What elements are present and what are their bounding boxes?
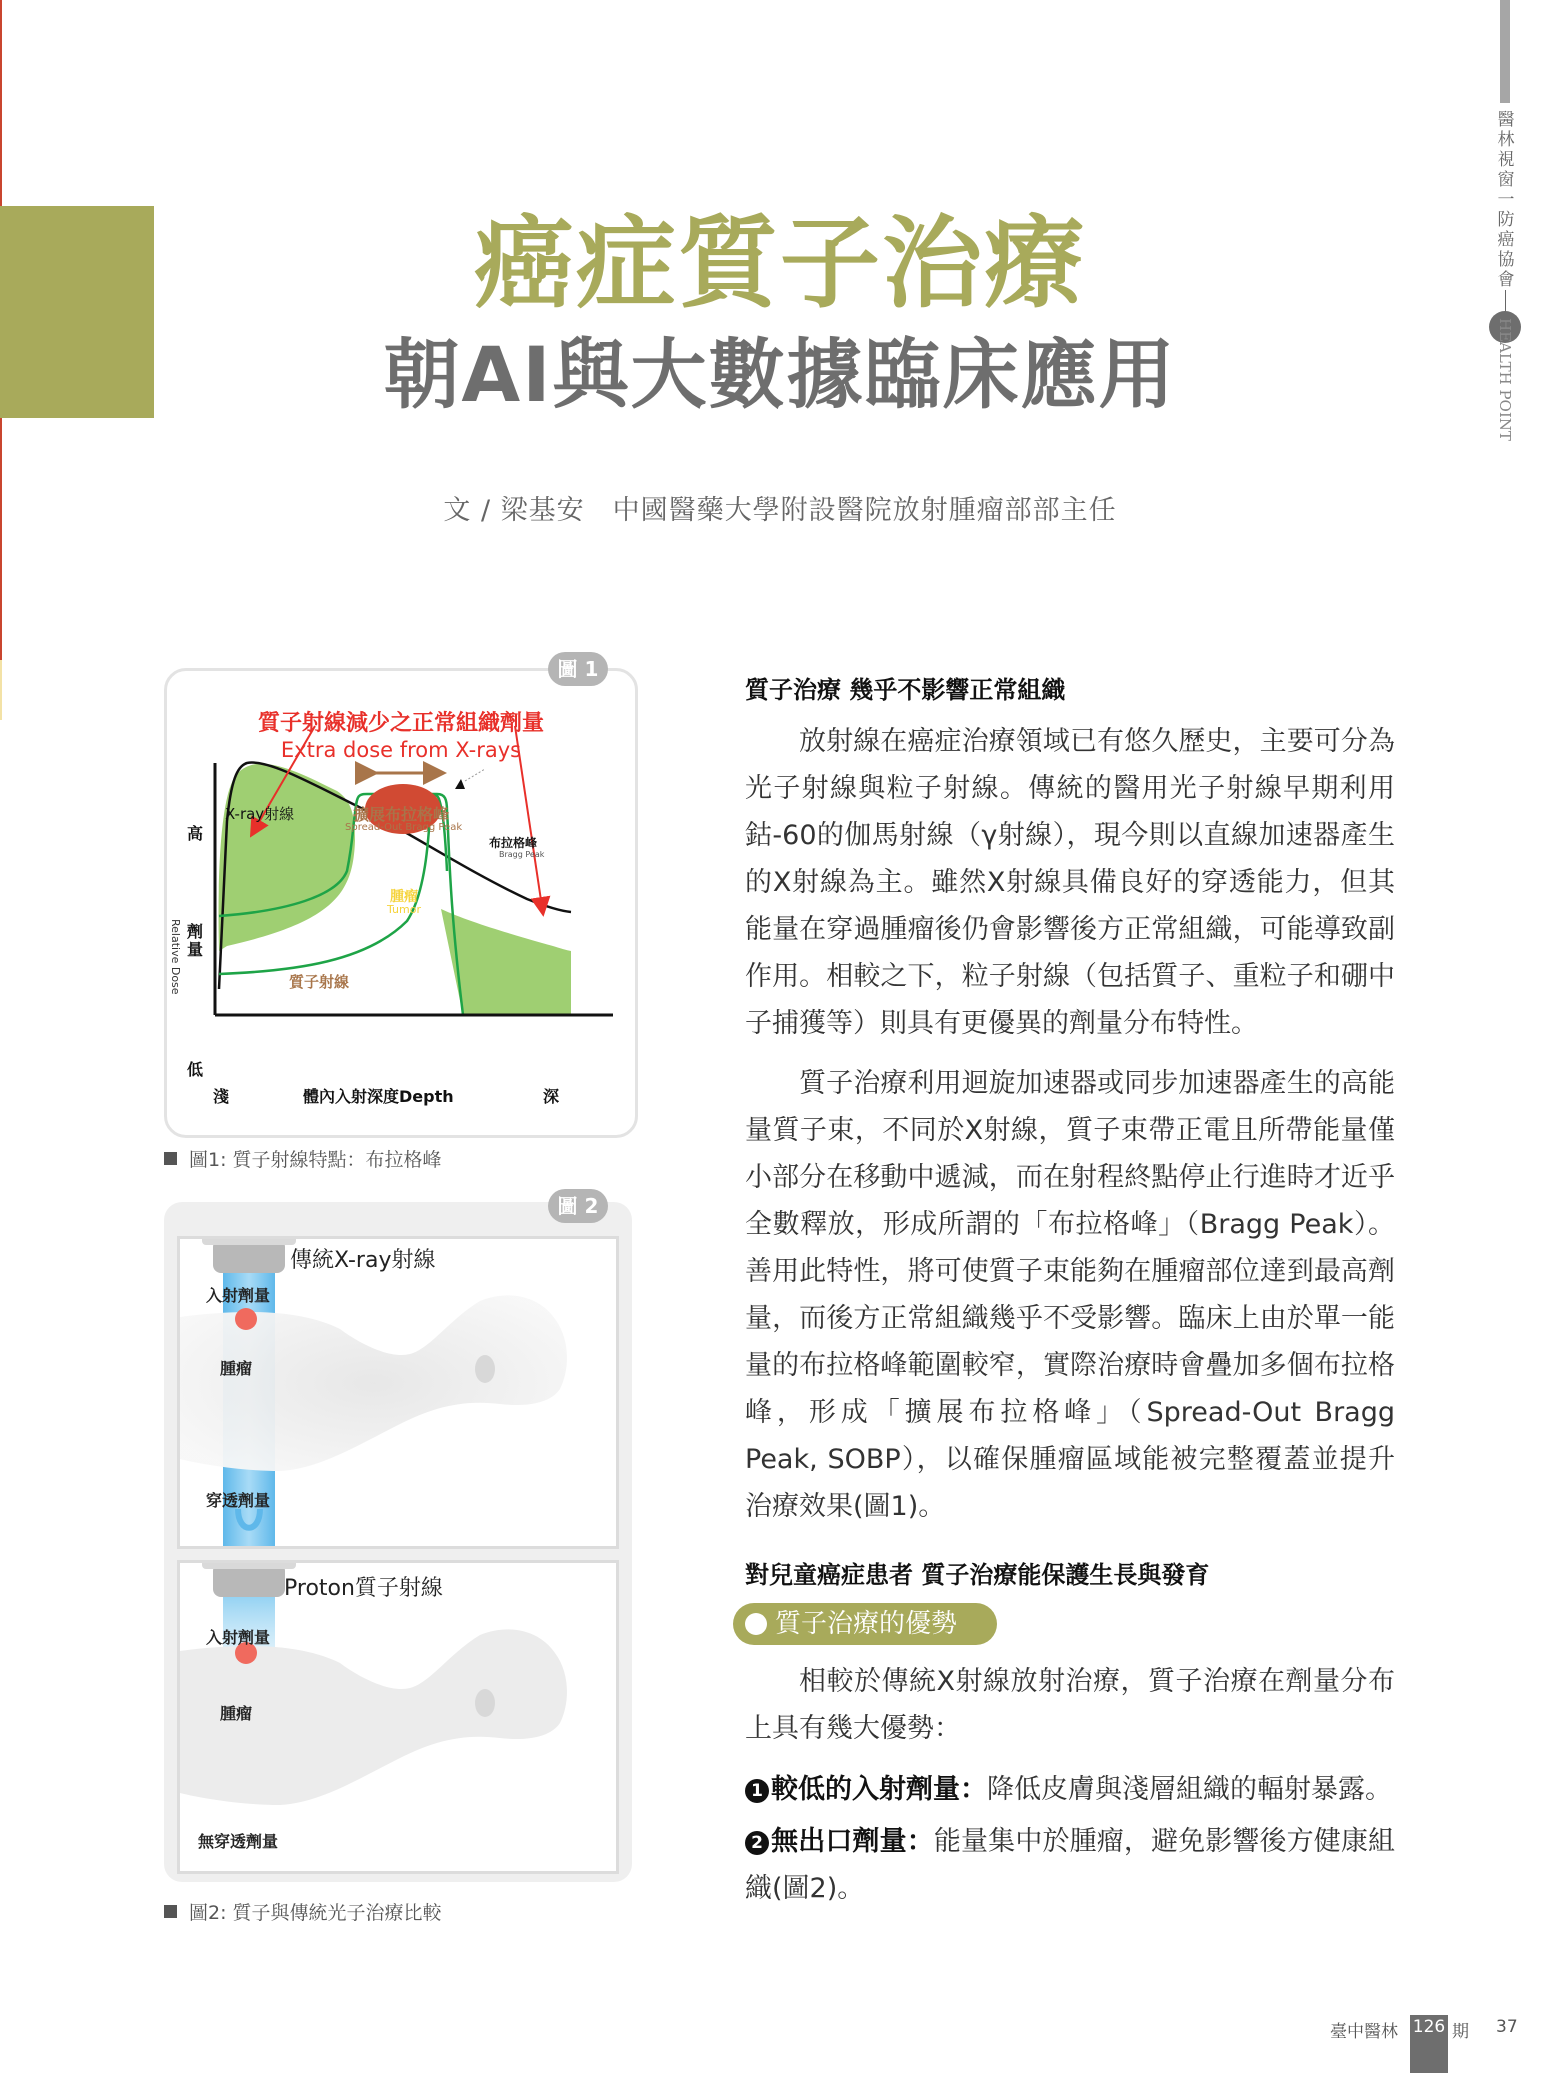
advantage-point-2 xyxy=(745,1818,1395,1912)
proton-panel xyxy=(177,1560,619,1874)
proton-panel-title: Proton質子射線 xyxy=(284,1576,443,1601)
sidebar-section-label xyxy=(1496,110,1516,290)
sidebar-divider xyxy=(1505,290,1506,312)
footer-issue-suffix: 期 xyxy=(1452,2022,1469,2042)
paragraph-text: 質子治療利用迴旋加速器或同步加速器產生的高能量質子束，不同於X射線，質子束帶正電且所帶能量僅小部分在移動中遞減，而在射程終點停止行進時才近乎全數釋放，形成所謂的「布拉格峰」（Bragg Peak）。善用此特性，將可使質子束能夠在腫瘤部位達到最高劑量，而後方正常組織幾乎不受影響。臨床上由於單一能量的布拉格峰範圍較窄，實際治療時會疊加多個布拉格峰，形成「擴展布拉格峰」（Spread-Out Bragg Peak, SOBP），以確保腫瘤區域能被完整覆蓋並提升治療效果(圖1)。 xyxy=(745,1068,1395,1522)
fig1-heading-zh: 質子射線減少之正常組織劑量 xyxy=(257,711,544,736)
xray-panel-title: 傳統X-ray射線 xyxy=(290,1248,436,1273)
y-low-label: 低 xyxy=(187,1060,204,1079)
figure-1-frame xyxy=(164,668,638,1138)
section-1-paragraph-2 xyxy=(745,1060,1395,1530)
bragg-peak-pointer xyxy=(465,769,485,781)
sobp-label-en: Spread-Out Bragg Peak xyxy=(345,822,463,833)
xray-exit-dose-label: 穿透劑量 xyxy=(206,1491,271,1510)
point-2-title: 無出口劑量： xyxy=(771,1826,934,1857)
proton-no-exit-dose-label: 無穿透劑量 xyxy=(198,1832,279,1851)
page-number: 37 xyxy=(1496,2017,1518,2037)
number-circle-1-icon: 1 xyxy=(745,1779,769,1803)
point-1-text: 降低皮膚與淺層組織的輻射暴露。 xyxy=(987,1774,1392,1805)
caption-prefix: 圖1: xyxy=(189,1149,227,1171)
sidebar-char: 一 xyxy=(1497,190,1515,210)
author-byline: 文 / 梁基安 中國醫藥大學附設醫院放射腫瘤部部主任 xyxy=(443,495,1117,526)
xray-tumor-label: 腫瘤 xyxy=(220,1359,253,1378)
section-1-paragraph-1 xyxy=(745,718,1395,1047)
xray-entry-dose-label: 入射劑量 xyxy=(206,1286,271,1305)
sobp-label-zh: 擴展布拉格峰 xyxy=(353,805,450,824)
accent-block xyxy=(0,206,154,418)
figure-1-badge: 圖 1 xyxy=(548,652,608,686)
point-2-text: 能量集中於腫瘤，避免影響後方健康組織(圖2)。 xyxy=(745,1826,1396,1904)
sidebar-english-label: HEALTH POINT xyxy=(1496,318,1514,441)
sidebar-char: 視 xyxy=(1497,150,1515,170)
xray-label: X-ray射線 xyxy=(225,805,295,823)
figure-2-badge: 圖 2 xyxy=(548,1189,608,1223)
paragraph-text: 放射線在癌症治療領域已有悠久歷史，主要可分為光子射線與粒子射線。傳統的醫用光子射線早期利用鈷-60的伽馬射線（γ射線），現今則以直線加速器產生的X射線為主。雖然X射線具備良好的穿透能力，但其能量在穿過腫瘤後仍會影響後方正常組織，可能導致副作用。相較之下，粒子射線（包括質子、重粒子和硼中子捕獲等）則具有更優異的劑量分布特性。 xyxy=(745,726,1395,1039)
tumor-label-en: Tumor xyxy=(387,903,421,916)
tumor-icon xyxy=(235,1308,257,1330)
section-2-paragraph-1 xyxy=(745,1658,1395,1752)
sidebar-char: 會 xyxy=(1497,270,1515,290)
sidebar-char: 林 xyxy=(1497,130,1515,150)
extra-dose-area-left xyxy=(219,764,355,951)
caption-bullet-icon xyxy=(164,1905,177,1918)
caption-bullet-icon xyxy=(164,1152,177,1165)
y-axis-label-zh: 劑量 xyxy=(187,922,204,959)
proton-label: 質子射線 xyxy=(289,973,350,991)
advantages-pill xyxy=(733,1603,997,1645)
figure-2-caption xyxy=(164,1898,442,1925)
x-deep-label: 深 xyxy=(543,1087,560,1106)
head-ear xyxy=(475,1355,495,1383)
emitter-cap xyxy=(202,1239,296,1245)
left-edge-line-light xyxy=(0,660,2,720)
y-high-label: 高 xyxy=(187,824,204,843)
y-axis-label-en: Relative Dose xyxy=(169,919,182,995)
page-subtitle: 朝AI與大數據臨床應用 xyxy=(383,330,1177,419)
bragg-peak-marker xyxy=(455,779,465,789)
proton-tumor-label: 腫瘤 xyxy=(220,1704,253,1723)
point-1-title: 較低的入射劑量： xyxy=(771,1774,987,1805)
caption-text: 質子與傳統光子治療比較 xyxy=(226,1902,442,1924)
footer-issue-number: 126 xyxy=(1412,2017,1446,2037)
sidebar-char: 醫 xyxy=(1497,110,1515,130)
figure-1-caption xyxy=(164,1145,442,1172)
sidebar-char: 癌 xyxy=(1497,230,1515,250)
sidebar-char: 協 xyxy=(1497,250,1515,270)
xray-panel xyxy=(177,1236,619,1549)
section-2-heading: 對兒童癌症患者 質子治療能保護生長與發育 xyxy=(745,1561,1210,1589)
bragg-label-zh: 布拉格峰 xyxy=(489,836,538,850)
footer-magazine: 臺中醫林 xyxy=(1330,2022,1398,2042)
caption-text: 質子射線特點：布拉格峰 xyxy=(226,1149,442,1171)
sidebar-char: 防 xyxy=(1497,210,1515,230)
proton-entry-dose-label: 入射劑量 xyxy=(206,1628,271,1647)
x-axis-label: 體內入射深度Depth xyxy=(303,1087,454,1106)
head-ear xyxy=(475,1689,495,1717)
x-shallow-label: 淺 xyxy=(213,1087,230,1106)
fig1-heading-en: Extra dose from X-rays xyxy=(280,738,522,762)
emitter-cap xyxy=(202,1563,296,1569)
section-1-heading: 質子治療 幾乎不影響正常組織 xyxy=(745,676,1066,704)
caption-prefix: 圖2: xyxy=(189,1902,227,1924)
bragg-label-en: Bragg Peak xyxy=(499,850,545,859)
page-title: 癌症質子治療 xyxy=(474,204,1086,322)
number-circle-2-icon: 2 xyxy=(745,1831,769,1855)
bullet-dot-icon xyxy=(745,1613,767,1635)
paragraph-text: 相較於傳統X射線放射治療，質子治療在劑量分布上具有幾大優勢： xyxy=(745,1666,1395,1744)
sidebar-char: 窗 xyxy=(1497,170,1515,190)
tumor-label-zh: 腫瘤 xyxy=(390,889,418,905)
pill-label: 質子治療的優勢 xyxy=(775,1609,958,1639)
advantage-point-1 xyxy=(745,1766,1395,1813)
sidebar-bar xyxy=(1500,0,1510,103)
